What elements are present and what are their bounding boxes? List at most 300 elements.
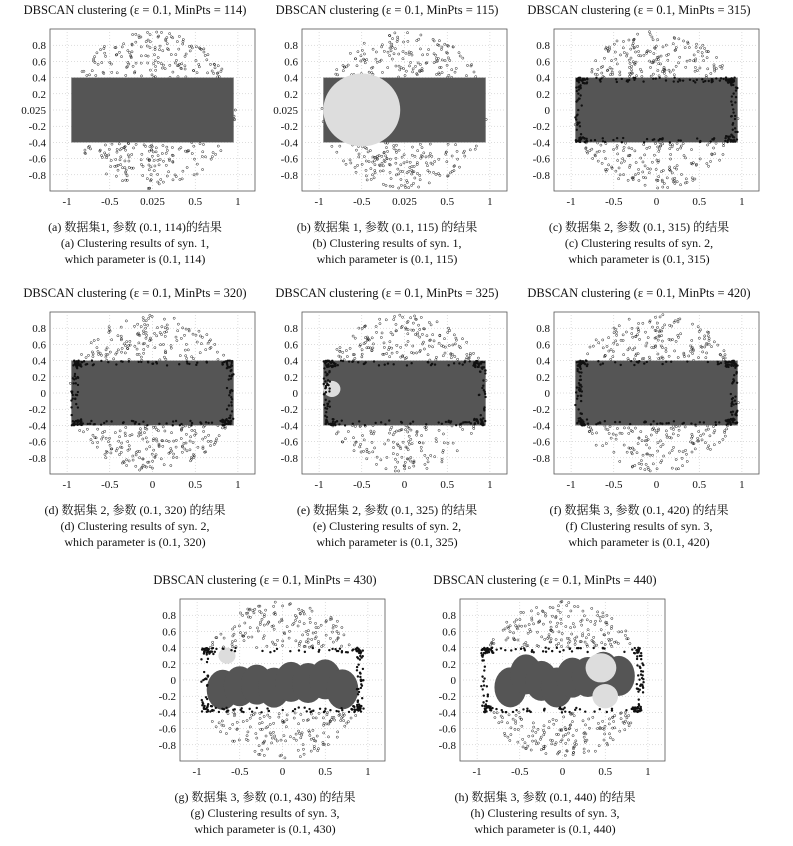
noise-point <box>578 384 580 386</box>
noise-point <box>576 397 578 399</box>
y-tick-label: -0.6 <box>532 436 550 449</box>
noise-point <box>71 390 73 392</box>
noise-point <box>325 385 327 387</box>
y-tick-label: -0.2 <box>532 121 550 134</box>
noise-point <box>308 708 310 710</box>
noise-point <box>72 364 74 366</box>
noise-point <box>484 396 486 398</box>
noise-point <box>326 403 328 405</box>
noise-point <box>646 361 648 363</box>
noise-point <box>500 647 502 649</box>
noise-point <box>227 366 229 368</box>
noise-point <box>337 710 339 712</box>
noise-point <box>323 367 325 369</box>
y-tick-label: 0.6 <box>536 56 550 69</box>
y-tick-label: 0.2 <box>536 88 550 101</box>
noise-point <box>655 77 657 79</box>
noise-point <box>166 364 168 366</box>
noise-point <box>334 363 336 365</box>
noise-point <box>206 653 208 655</box>
noise-point <box>71 414 73 416</box>
noise-point <box>641 677 643 679</box>
noise-point <box>356 666 358 668</box>
y-tick-label: -0.8 <box>280 452 298 465</box>
noise-point <box>614 421 616 423</box>
noise-point <box>542 650 544 652</box>
noise-point <box>234 708 236 710</box>
noise-point <box>110 420 112 422</box>
noise-point <box>256 707 258 709</box>
noise-point <box>637 674 639 676</box>
panel-caption <box>140 789 390 837</box>
noise-point <box>495 708 497 710</box>
noise-point <box>339 648 341 650</box>
noise-point <box>352 705 354 707</box>
noise-point <box>179 424 181 426</box>
scatter-plot <box>514 21 764 216</box>
noise-point <box>357 361 359 363</box>
noise-point <box>455 424 457 426</box>
noise-point <box>650 423 652 425</box>
noise-point <box>323 404 325 406</box>
noise-point <box>571 650 573 652</box>
noise-point <box>276 648 278 650</box>
noise-point <box>358 691 360 693</box>
y-tick-label: 0.8 <box>536 323 550 336</box>
y-tick-label: -0.8 <box>532 169 550 182</box>
noise-point <box>480 366 482 368</box>
noise-point <box>481 649 483 651</box>
noise-point <box>341 419 343 421</box>
noise-point <box>504 649 506 651</box>
x-tick-label: 1 <box>235 196 241 208</box>
noise-point <box>703 421 705 423</box>
noise-point <box>484 393 486 395</box>
noise-point <box>696 79 698 81</box>
noise-point <box>486 685 488 687</box>
y-tick-label: 0.6 <box>442 626 456 639</box>
noise-point <box>731 402 733 404</box>
noise-point <box>634 709 636 711</box>
noise-point <box>324 380 326 382</box>
noise-point <box>83 360 85 362</box>
noise-point <box>328 400 330 402</box>
noise-point <box>579 125 581 127</box>
noise-point <box>206 648 208 650</box>
noise-point <box>155 361 157 363</box>
noise-point <box>668 422 670 424</box>
noise-point <box>234 647 236 649</box>
noise-point <box>621 141 623 143</box>
noise-point <box>362 668 364 670</box>
x-tick-label: -0.5 <box>353 196 371 208</box>
noise-point <box>578 139 580 141</box>
y-tick-label: 0 <box>544 388 550 400</box>
noise-point <box>72 382 74 384</box>
caption-line: (h) 数据集 3, 参数 (0.1, 440) 的结果 <box>454 790 636 804</box>
y-tick-label: 0.4 <box>536 72 550 85</box>
noise-point <box>410 362 412 364</box>
y-tick-label: -0.6 <box>280 436 298 449</box>
y-tick-label: -0.4 <box>532 420 550 433</box>
noise-point <box>211 650 213 652</box>
noise-point <box>357 688 359 690</box>
y-tick-label: -0.8 <box>28 169 46 182</box>
noise-point <box>631 648 633 650</box>
noise-point <box>730 100 732 102</box>
noise-point <box>582 79 584 81</box>
noise-point <box>658 139 660 141</box>
y-tick-label: 0.2 <box>442 658 456 671</box>
noise-point <box>718 363 720 365</box>
noise-point <box>229 423 231 425</box>
noise-point <box>579 375 581 377</box>
noise-point <box>361 697 363 699</box>
noise-point <box>134 422 136 424</box>
noise-point <box>735 371 737 373</box>
x-tick-label: 0 <box>401 479 408 491</box>
noise-point <box>483 406 485 408</box>
y-tick-label: -0.6 <box>158 723 176 736</box>
noise-point <box>306 710 308 712</box>
noise-point <box>72 397 74 399</box>
noise-point <box>484 420 486 422</box>
noise-point <box>602 137 604 139</box>
noise-point <box>351 361 353 363</box>
noise-point <box>473 419 475 421</box>
noise-point <box>580 133 582 135</box>
noise-point <box>696 137 698 139</box>
noise-point <box>273 650 275 652</box>
noise-point <box>357 701 359 703</box>
noise-point <box>438 421 440 423</box>
noise-point <box>520 648 522 650</box>
y-tick-label: -0.2 <box>158 691 176 704</box>
noise-point <box>642 681 644 683</box>
noise-point <box>736 131 738 133</box>
noise-point <box>563 707 565 709</box>
noise-point <box>686 360 688 362</box>
noise-point <box>491 647 493 649</box>
noise-point <box>656 423 658 425</box>
noise-point <box>734 101 736 103</box>
noise-point <box>328 360 330 362</box>
noise-point <box>510 649 512 651</box>
noise-point <box>387 362 389 364</box>
noise-point <box>425 423 427 425</box>
noise-point <box>528 710 530 712</box>
panel-title: DBSCAN clustering (ε = 0.1, MinPts = 325) <box>275 286 499 300</box>
noise-point <box>665 422 667 424</box>
noise-point <box>734 127 736 129</box>
noise-point <box>341 651 343 653</box>
noise-point <box>268 710 270 712</box>
noise-point <box>74 398 76 400</box>
noise-point <box>545 647 547 649</box>
noise-point <box>590 139 592 141</box>
noise-point <box>670 361 672 363</box>
x-tick-label: 0.5 <box>440 196 455 208</box>
noise-point <box>730 80 732 82</box>
noise-point <box>266 707 268 709</box>
noise-point <box>677 139 679 141</box>
noise-point <box>633 364 635 366</box>
noise-point <box>328 387 330 389</box>
noise-point <box>326 382 328 384</box>
noise-point <box>636 687 638 689</box>
noise-point <box>195 364 197 366</box>
noise-point <box>580 385 582 387</box>
noise-point <box>462 363 464 365</box>
noise-point <box>392 363 394 365</box>
noise-point <box>731 398 733 400</box>
noise-point <box>229 414 231 416</box>
x-tick-label: -1 <box>472 766 482 778</box>
noise-point <box>227 710 229 712</box>
noise-point <box>545 651 547 653</box>
noise-point <box>80 365 82 367</box>
noise-point <box>577 408 579 410</box>
y-tick-label: -0.6 <box>532 153 550 166</box>
y-tick-label: 0.6 <box>536 339 550 352</box>
x-tick-label: 1 <box>487 479 493 491</box>
noise-point <box>646 138 648 140</box>
noise-point <box>384 423 386 425</box>
noise-point <box>578 77 580 79</box>
noise-point <box>694 423 696 425</box>
noise-point <box>190 424 192 426</box>
noise-point <box>673 80 675 82</box>
noise-point <box>189 420 191 422</box>
noise-point <box>586 363 588 365</box>
noise-point <box>630 360 632 362</box>
noise-point <box>326 364 328 366</box>
noise-point <box>480 652 482 654</box>
noise-point <box>515 648 517 650</box>
noise-point <box>207 422 209 424</box>
noise-point <box>228 378 230 380</box>
noise-point <box>222 648 224 650</box>
noise-point <box>642 80 644 82</box>
noise-point <box>733 365 735 367</box>
noise-point <box>483 652 485 654</box>
noise-point <box>378 364 380 366</box>
noise-point <box>730 405 732 407</box>
noise-point <box>625 709 627 711</box>
noise-point <box>358 420 360 422</box>
noise-point <box>327 379 329 381</box>
noise-point <box>732 92 734 94</box>
x-tick-label: -1 <box>566 479 576 491</box>
noise-point <box>207 709 209 711</box>
noise-point <box>481 387 483 389</box>
noise-point <box>714 421 716 423</box>
noise-point <box>726 424 728 426</box>
noise-point <box>575 86 577 88</box>
noise-point <box>152 362 154 364</box>
scatter-plot <box>514 304 764 499</box>
noise-point <box>75 403 77 405</box>
y-tick-label: -0.2 <box>438 691 456 704</box>
noise-point <box>351 649 353 651</box>
noise-point <box>669 141 671 143</box>
noise-point <box>576 129 578 131</box>
noise-point <box>226 364 228 366</box>
noise-point <box>225 418 227 420</box>
noise-point <box>561 711 563 713</box>
noise-point <box>715 424 717 426</box>
y-tick-label: -0.4 <box>532 137 550 150</box>
noise-point <box>324 708 326 710</box>
noise-point <box>229 390 231 392</box>
noise-point <box>730 139 732 141</box>
noise-point <box>344 424 346 426</box>
noise-point <box>652 420 654 422</box>
x-tick-label: 1 <box>487 196 493 208</box>
noise-point <box>482 385 484 387</box>
cluster-1 <box>586 653 617 682</box>
noise-point <box>310 710 312 712</box>
panel-title: DBSCAN clustering (ε = 0.1, MinPts = 320) <box>23 286 247 300</box>
noise-point <box>643 141 645 143</box>
noise-point <box>336 650 338 652</box>
noise-point <box>209 710 211 712</box>
noise-point <box>204 678 206 680</box>
noise-point <box>733 419 735 421</box>
noise-point <box>577 395 579 397</box>
noise-point <box>76 376 78 378</box>
noise-point <box>261 650 263 652</box>
x-tick-label: -0.5 <box>353 479 371 491</box>
caption-line: which parameter is (0.1, 114) <box>64 252 206 266</box>
noise-point <box>292 710 294 712</box>
cluster-2 <box>592 684 618 708</box>
noise-point <box>661 423 663 425</box>
noise-point <box>354 648 356 650</box>
y-tick-label: -0.4 <box>28 420 46 433</box>
noise-point <box>205 696 207 698</box>
noise-point <box>434 363 436 365</box>
noise-point <box>203 671 205 673</box>
noise-point <box>230 377 232 379</box>
y-tick-label: 0.2 <box>284 371 298 384</box>
noise-point <box>638 698 640 700</box>
noise-point <box>489 708 491 710</box>
noise-point <box>599 80 601 82</box>
noise-point <box>602 140 604 142</box>
noise-point <box>564 710 566 712</box>
noise-point <box>196 361 198 363</box>
noise-point <box>72 420 74 422</box>
noise-point <box>638 678 640 680</box>
noise-point <box>324 371 326 373</box>
noise-point <box>580 379 582 381</box>
noise-point <box>629 423 631 425</box>
noise-point <box>593 710 595 712</box>
noise-point <box>638 648 640 650</box>
noise-point <box>636 664 638 666</box>
y-tick-label: -0.2 <box>280 404 298 417</box>
noise-point <box>578 371 580 373</box>
noise-point <box>132 420 134 422</box>
noise-point <box>734 400 736 402</box>
noise-point <box>559 651 561 653</box>
noise-point <box>348 360 350 362</box>
y-tick-label: 0.6 <box>162 626 176 639</box>
noise-point <box>483 684 485 686</box>
noise-point <box>475 362 477 364</box>
noise-point <box>72 394 74 396</box>
scatter-plot <box>140 591 390 786</box>
noise-point <box>638 704 640 706</box>
noise-point <box>483 361 485 363</box>
y-tick-label: -0.4 <box>280 420 298 433</box>
caption-line: (d) 数据集 2, 参数 (0.1, 320) 的结果 <box>44 503 226 517</box>
noise-point <box>357 707 359 709</box>
noise-point <box>483 389 485 391</box>
noise-point <box>93 363 95 365</box>
noise-point <box>577 92 579 94</box>
noise-point <box>501 709 503 711</box>
noise-point <box>523 647 525 649</box>
cluster-1 <box>218 648 235 664</box>
noise-point <box>626 79 628 81</box>
scatter-plot <box>10 21 260 216</box>
noise-point <box>128 360 130 362</box>
noise-point <box>100 423 102 425</box>
noise-point <box>720 77 722 79</box>
y-tick-label: -0.8 <box>28 452 46 465</box>
noise-point <box>468 421 470 423</box>
noise-point <box>732 381 734 383</box>
noise-point <box>90 420 92 422</box>
noise-point <box>445 421 447 423</box>
x-tick-label: -1 <box>314 479 324 491</box>
noise-point <box>326 405 328 407</box>
noise-point <box>581 104 583 106</box>
x-tick-label: 0.025 <box>140 196 165 208</box>
y-tick-label: -0.6 <box>280 153 298 166</box>
noise-point <box>356 650 358 652</box>
noise-point <box>487 693 489 695</box>
noise-point <box>658 77 660 79</box>
noise-point <box>612 139 614 141</box>
y-tick-label: -0.4 <box>28 137 46 150</box>
y-tick-label: 0.8 <box>162 610 176 623</box>
noise-point <box>298 649 300 651</box>
noise-point <box>356 669 358 671</box>
noise-point <box>480 418 482 420</box>
noise-point <box>409 422 411 424</box>
noise-point <box>489 706 491 708</box>
x-tick-label: -0.5 <box>101 479 119 491</box>
noise-point <box>580 371 582 373</box>
x-tick-label: -0.5 <box>101 196 119 208</box>
noise-point <box>481 688 483 690</box>
noise-point <box>731 414 733 416</box>
noise-point <box>231 410 233 412</box>
noise-point <box>337 364 339 366</box>
noise-point <box>584 710 586 712</box>
noise-point <box>735 96 737 98</box>
noise-point <box>188 363 190 365</box>
noise-point <box>634 647 636 649</box>
noise-point <box>622 137 624 139</box>
noise-point <box>138 423 140 425</box>
noise-point <box>360 687 362 689</box>
noise-point <box>575 391 577 393</box>
caption-line: (c) 数据集 2, 参数 (0.1, 315) 的结果 <box>548 220 730 234</box>
